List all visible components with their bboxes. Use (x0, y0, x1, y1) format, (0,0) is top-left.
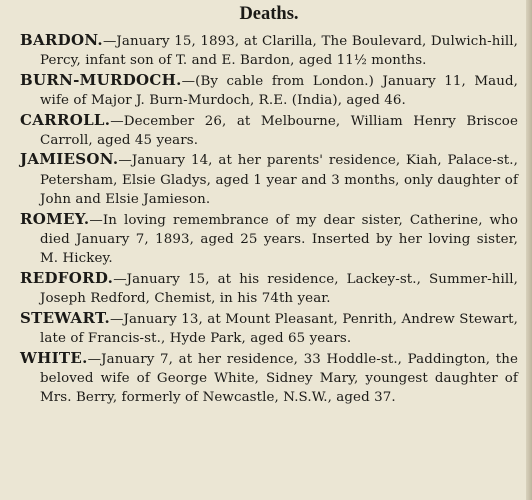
page-gutter-shadow (526, 0, 532, 500)
notice-text: —January 14, at her parents' residence, Kiah, Palace-st., Petersham, Elsie Gladys, aged 1 year and 3 months, only daughter of John and Elsie Jamieson. (40, 153, 518, 208)
notice-text: —(By cable from London.) January 11, Maud, wife of Major J. Burn-Murdoch, R.E. (India), aged 46. (40, 73, 518, 109)
death-notice-white (20, 349, 518, 408)
notice-surname: REDFORD. (20, 268, 114, 287)
notice-text: —January 13, at Mount Pleasant, Penrith, Andrew Stewart, late of Francis-st., Hyde Park, aged 65 years. (40, 311, 518, 347)
notice-text: —In loving remembrance of my dear sister, Catherine, who died January 7, 1893, aged 25 years. Inserted by her loving sister, M. Hickey. (40, 212, 518, 267)
notice-surname: STEWART. (20, 308, 111, 327)
notice-surname: CARROLL. (20, 110, 111, 129)
notice-text: —December 26, at Melbourne, William Henry Briscoe Carroll, aged 45 years. (40, 113, 518, 149)
notice-surname: WHITE. (20, 348, 88, 367)
notice-surname: ROMEY. (20, 209, 90, 228)
notice-text: —January 15, 1893, at Clarilla, The Boulevard, Dulwich-hill, Percy, infant son of T. and E. Bardon, aged 11½ months. (40, 34, 518, 69)
notice-surname: BURN-MURDOCH. (20, 70, 182, 89)
notice-text: —January 7, at her residence, 33 Hoddle-st., Paddington, the beloved wife of George White, Sidney Mary, youngest daughter of Mrs. Berry, formerly of Newcastle, N.S.W., aged 37. (40, 351, 518, 406)
death-notice-jamieson (20, 150, 518, 209)
death-notice-bardon (20, 31, 518, 71)
death-notice-stewart (20, 309, 518, 349)
death-notice-burn-murdoch (20, 71, 518, 111)
death-notice-carroll (20, 111, 518, 151)
notice-text: —January 15, at his residence, Lackey-st., Summer-hill, Joseph Redford, Chemist, in his 74th year. (40, 271, 518, 307)
notice-surname: BARDON. (20, 31, 103, 49)
notice-surname: JAMIESON. (20, 150, 119, 169)
death-notice-redford (20, 269, 518, 309)
death-notice-romey (20, 210, 518, 269)
section-heading: Deaths. (239, 4, 299, 24)
